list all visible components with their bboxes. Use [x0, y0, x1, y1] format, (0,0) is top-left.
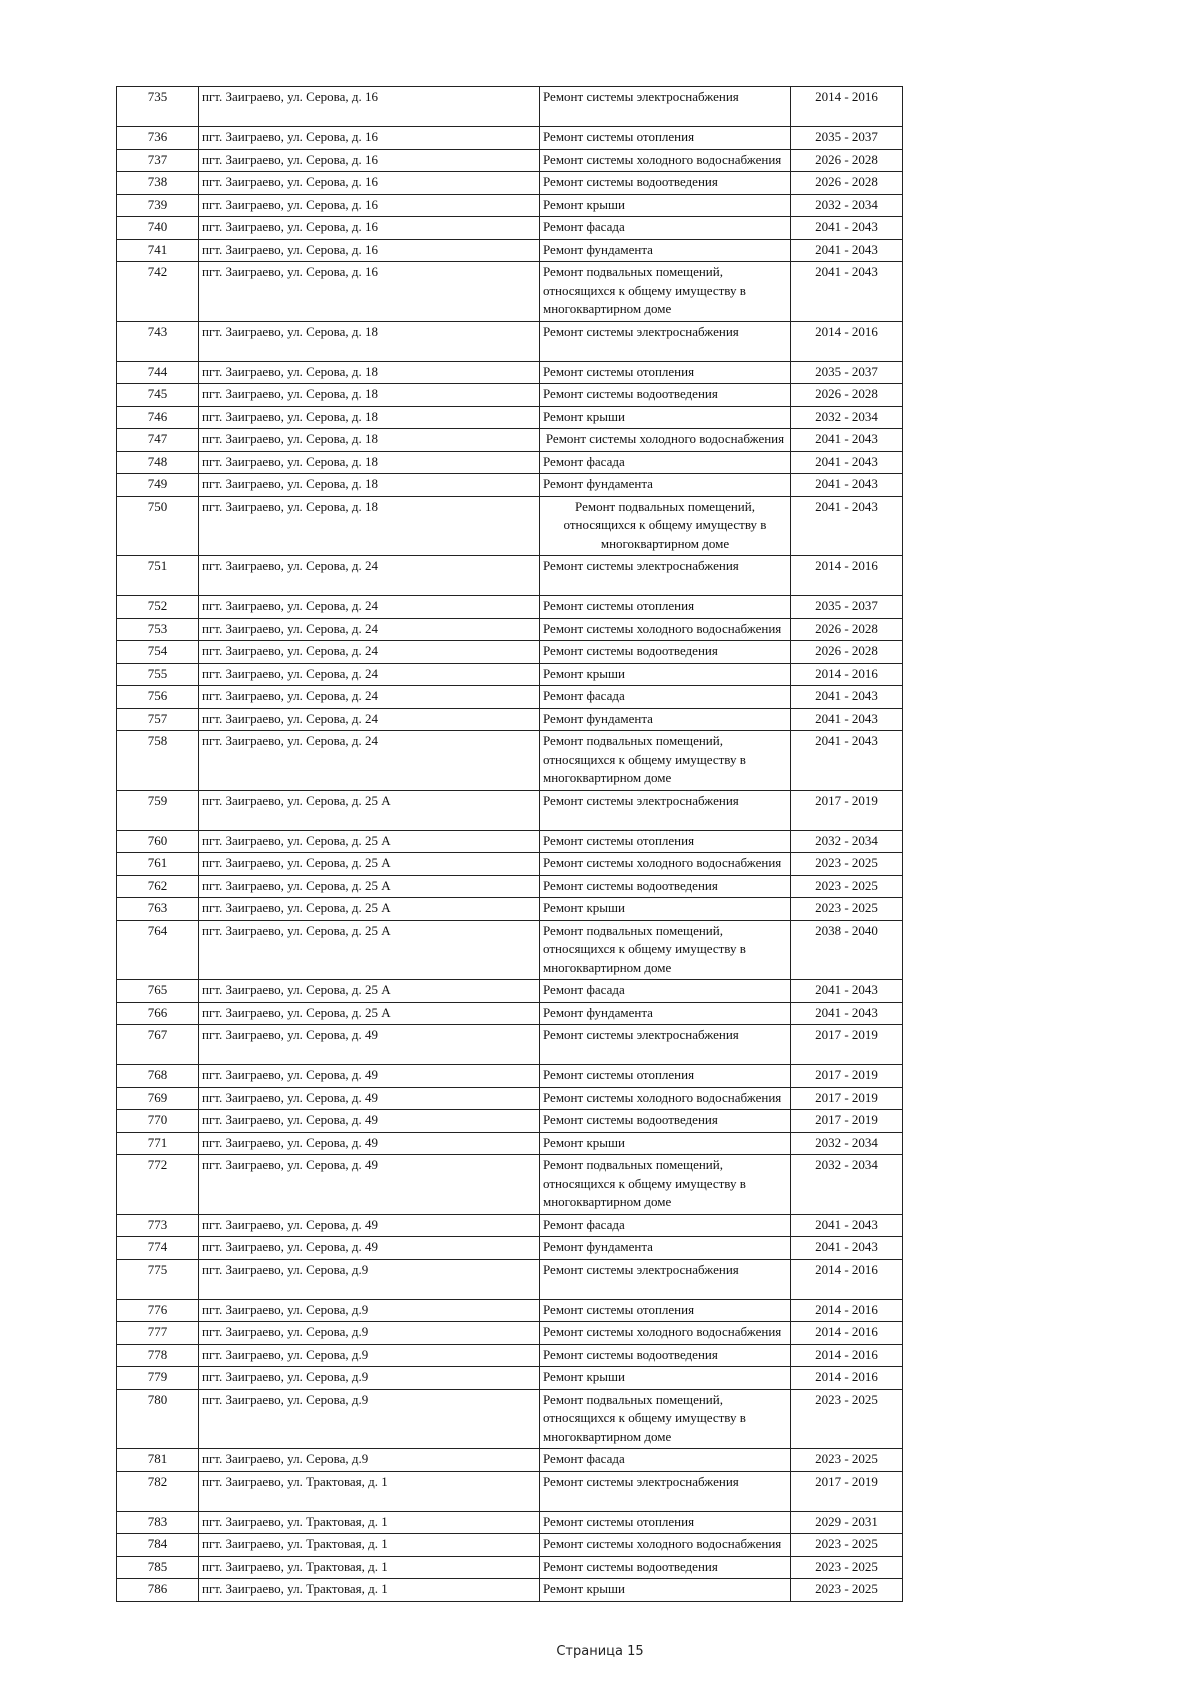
table-row	[117, 920, 903, 980]
work-type-cell: Ремонт системы водоотведения	[540, 1556, 791, 1579]
row-number-cell: 774	[117, 1237, 199, 1260]
table-row	[117, 708, 903, 731]
table-row	[117, 641, 903, 664]
table-row	[117, 262, 903, 322]
address-cell: пгт. Заиграево, ул. Серова, д. 49	[199, 1214, 540, 1237]
work-type-cell: Ремонт подвальных помещений, относящихся к общему имуществу в многоквартирном доме	[540, 1155, 791, 1215]
address-cell: пгт. Заиграево, ул. Серова, д. 18	[199, 406, 540, 429]
period-cell: 2023 - 2025	[791, 898, 903, 921]
table-row	[117, 875, 903, 898]
address-cell: пгт. Заиграево, ул. Серова, д. 16	[199, 262, 540, 322]
address-cell: пгт. Заиграево, ул. Серова, д. 16	[199, 194, 540, 217]
row-number-cell: 778	[117, 1344, 199, 1367]
period-cell: 2026 - 2028	[791, 618, 903, 641]
row-number-cell: 783	[117, 1511, 199, 1534]
work-type-cell: Ремонт фундамента	[540, 1237, 791, 1260]
row-number-cell: 786	[117, 1579, 199, 1602]
table-row	[117, 853, 903, 876]
period-cell: 2026 - 2028	[791, 149, 903, 172]
work-type-cell: Ремонт системы холодного водоснабжения	[540, 853, 791, 876]
row-number-cell: 757	[117, 708, 199, 731]
row-number-cell: 773	[117, 1214, 199, 1237]
period-cell: 2041 - 2043	[791, 708, 903, 731]
work-type-cell: Ремонт системы электроснабжения	[540, 1259, 791, 1299]
work-type-cell: Ремонт системы электроснабжения	[540, 1025, 791, 1065]
table-row	[117, 239, 903, 262]
address-cell: пгт. Заиграево, ул. Серова, д. 49	[199, 1065, 540, 1088]
period-cell: 2041 - 2043	[791, 451, 903, 474]
period-cell: 2017 - 2019	[791, 1471, 903, 1511]
address-cell: пгт. Заиграево, ул. Серова, д. 24	[199, 556, 540, 596]
address-cell: пгт. Заиграево, ул. Серова, д. 25 А	[199, 920, 540, 980]
work-type-cell: Ремонт фасада	[540, 686, 791, 709]
period-cell: 2023 - 2025	[791, 875, 903, 898]
table-row	[117, 149, 903, 172]
row-number-cell: 766	[117, 1002, 199, 1025]
work-type-cell: Ремонт фундамента	[540, 708, 791, 731]
work-type-cell: Ремонт фундамента	[540, 474, 791, 497]
address-cell: пгт. Заиграево, ул. Серова, д. 24	[199, 618, 540, 641]
work-type-cell: Ремонт крыши	[540, 406, 791, 429]
period-cell: 2032 - 2034	[791, 1132, 903, 1155]
row-number-cell: 755	[117, 663, 199, 686]
period-cell: 2023 - 2025	[791, 1556, 903, 1579]
period-cell: 2023 - 2025	[791, 1449, 903, 1472]
period-cell: 2014 - 2016	[791, 1322, 903, 1345]
work-type-cell: Ремонт системы электроснабжения	[540, 556, 791, 596]
address-cell: пгт. Заиграево, ул. Серова, д.9	[199, 1367, 540, 1390]
table-row	[117, 194, 903, 217]
work-type-cell: Ремонт крыши	[540, 663, 791, 686]
row-number-cell: 743	[117, 321, 199, 361]
address-cell: пгт. Заиграево, ул. Серова, д.9	[199, 1259, 540, 1299]
period-cell: 2029 - 2031	[791, 1511, 903, 1534]
repair-schedule-table	[116, 86, 903, 1602]
address-cell: пгт. Заиграево, ул. Серова, д. 16	[199, 172, 540, 195]
row-number-cell: 756	[117, 686, 199, 709]
row-number-cell: 751	[117, 556, 199, 596]
row-number-cell: 779	[117, 1367, 199, 1390]
table-row	[117, 217, 903, 240]
period-cell: 2023 - 2025	[791, 1579, 903, 1602]
work-type-cell: Ремонт системы холодного водоснабжения	[540, 429, 791, 452]
address-cell: пгт. Заиграево, ул. Серова, д. 16	[199, 239, 540, 262]
table-row	[117, 1449, 903, 1472]
row-number-cell: 784	[117, 1534, 199, 1557]
table-row	[117, 496, 903, 556]
row-number-cell: 748	[117, 451, 199, 474]
work-type-cell: Ремонт системы холодного водоснабжения	[540, 1534, 791, 1557]
work-type-cell: Ремонт системы водоотведения	[540, 1110, 791, 1133]
table-row	[117, 1389, 903, 1449]
work-type-cell: Ремонт крыши	[540, 1579, 791, 1602]
row-number-cell: 781	[117, 1449, 199, 1472]
table-row	[117, 1237, 903, 1260]
row-number-cell: 738	[117, 172, 199, 195]
address-cell: пгт. Заиграево, ул. Серова, д. 16	[199, 127, 540, 150]
address-cell: пгт. Заиграево, ул. Серова, д. 24	[199, 641, 540, 664]
address-cell: пгт. Заиграево, ул. Серова, д. 16	[199, 149, 540, 172]
row-number-cell: 746	[117, 406, 199, 429]
period-cell: 2023 - 2025	[791, 853, 903, 876]
row-number-cell: 735	[117, 87, 199, 127]
row-number-cell: 768	[117, 1065, 199, 1088]
row-number-cell: 747	[117, 429, 199, 452]
period-cell: 2035 - 2037	[791, 127, 903, 150]
work-type-cell: Ремонт крыши	[540, 1132, 791, 1155]
period-cell: 2032 - 2034	[791, 406, 903, 429]
address-cell: пгт. Заиграево, ул. Серова, д. 18	[199, 321, 540, 361]
work-type-cell: Ремонт системы отопления	[540, 596, 791, 619]
table-row	[117, 663, 903, 686]
table-row	[117, 1155, 903, 1215]
address-cell: пгт. Заиграево, ул. Серова, д. 49	[199, 1237, 540, 1260]
work-type-cell: Ремонт системы электроснабжения	[540, 87, 791, 127]
address-cell: пгт. Заиграево, ул. Серова, д. 18	[199, 496, 540, 556]
work-type-cell: Ремонт подвальных помещений, относящихся к общему имуществу в многоквартирном доме	[540, 1389, 791, 1449]
table-row	[117, 1065, 903, 1088]
work-type-cell: Ремонт фасада	[540, 217, 791, 240]
row-number-cell: 777	[117, 1322, 199, 1345]
table-row	[117, 451, 903, 474]
work-type-cell: Ремонт системы холодного водоснабжения	[540, 1322, 791, 1345]
address-cell: пгт. Заиграево, ул. Серова, д. 24	[199, 686, 540, 709]
row-number-cell: 770	[117, 1110, 199, 1133]
period-cell: 2014 - 2016	[791, 321, 903, 361]
period-cell: 2017 - 2019	[791, 1065, 903, 1088]
address-cell: пгт. Заиграево, ул. Трактовая, д. 1	[199, 1511, 540, 1534]
period-cell: 2014 - 2016	[791, 1367, 903, 1390]
table-row	[117, 127, 903, 150]
address-cell: пгт. Заиграево, ул. Серова, д. 25 А	[199, 898, 540, 921]
table-row	[117, 1511, 903, 1534]
row-number-cell: 772	[117, 1155, 199, 1215]
work-type-cell: Ремонт системы отопления	[540, 1511, 791, 1534]
table-row	[117, 980, 903, 1003]
work-type-cell: Ремонт подвальных помещений, относящихся к общему имуществу в многоквартирном доме	[540, 262, 791, 322]
table-row	[117, 830, 903, 853]
period-cell: 2041 - 2043	[791, 1214, 903, 1237]
address-cell: пгт. Заиграево, ул. Серова, д.9	[199, 1449, 540, 1472]
row-number-cell: 776	[117, 1299, 199, 1322]
row-number-cell: 769	[117, 1087, 199, 1110]
address-cell: пгт. Заиграево, ул. Серова, д. 18	[199, 384, 540, 407]
row-number-cell: 745	[117, 384, 199, 407]
work-type-cell: Ремонт системы холодного водоснабжения	[540, 1087, 791, 1110]
row-number-cell: 785	[117, 1556, 199, 1579]
row-number-cell: 752	[117, 596, 199, 619]
work-type-cell: Ремонт системы водоотведения	[540, 384, 791, 407]
period-cell: 2026 - 2028	[791, 172, 903, 195]
period-cell: 2023 - 2025	[791, 1389, 903, 1449]
work-type-cell: Ремонт системы отопления	[540, 361, 791, 384]
period-cell: 2017 - 2019	[791, 1087, 903, 1110]
period-cell: 2032 - 2034	[791, 1155, 903, 1215]
work-type-cell: Ремонт системы отопления	[540, 830, 791, 853]
table-row	[117, 1534, 903, 1557]
address-cell: пгт. Заиграево, ул. Серова, д. 49	[199, 1110, 540, 1133]
work-type-cell: Ремонт системы отопления	[540, 127, 791, 150]
period-cell: 2041 - 2043	[791, 217, 903, 240]
period-cell: 2035 - 2037	[791, 361, 903, 384]
period-cell: 2014 - 2016	[791, 1299, 903, 1322]
work-type-cell: Ремонт фундамента	[540, 1002, 791, 1025]
work-type-cell: Ремонт подвальных помещений, относящихся к общему имуществу в многоквартирном доме	[540, 920, 791, 980]
table-body	[117, 87, 903, 1602]
table-row	[117, 686, 903, 709]
page-number: Страница 15	[556, 1644, 644, 1659]
table-row	[117, 474, 903, 497]
table-row	[117, 1110, 903, 1133]
period-cell: 2017 - 2019	[791, 1110, 903, 1133]
work-type-cell: Ремонт системы водоотведения	[540, 875, 791, 898]
address-cell: пгт. Заиграево, ул. Серова, д.9	[199, 1389, 540, 1449]
address-cell: пгт. Заиграево, ул. Серова, д. 24	[199, 708, 540, 731]
row-number-cell: 765	[117, 980, 199, 1003]
table-row	[117, 1344, 903, 1367]
address-cell: пгт. Заиграево, ул. Серова, д. 49	[199, 1132, 540, 1155]
row-number-cell: 759	[117, 790, 199, 830]
table-row	[117, 1259, 903, 1299]
period-cell: 2041 - 2043	[791, 496, 903, 556]
work-type-cell: Ремонт крыши	[540, 1367, 791, 1390]
address-cell: пгт. Заиграево, ул. Серова, д. 25 А	[199, 830, 540, 853]
row-number-cell: 762	[117, 875, 199, 898]
table-row	[117, 1299, 903, 1322]
address-cell: пгт. Заиграево, ул. Серова, д.9	[199, 1299, 540, 1322]
table-row	[117, 731, 903, 791]
work-type-cell: Ремонт системы водоотведения	[540, 1344, 791, 1367]
table-row	[117, 898, 903, 921]
row-number-cell: 767	[117, 1025, 199, 1065]
address-cell: пгт. Заиграево, ул. Серова, д. 25 А	[199, 980, 540, 1003]
address-cell: пгт. Заиграево, ул. Серова, д. 24	[199, 663, 540, 686]
table-row	[117, 1471, 903, 1511]
period-cell: 2017 - 2019	[791, 1025, 903, 1065]
row-number-cell: 754	[117, 641, 199, 664]
row-number-cell: 760	[117, 830, 199, 853]
row-number-cell: 780	[117, 1389, 199, 1449]
work-type-cell: Ремонт фасада	[540, 980, 791, 1003]
address-cell: пгт. Заиграево, ул. Серова, д. 18	[199, 474, 540, 497]
work-type-cell: Ремонт системы водоотведения	[540, 641, 791, 664]
work-type-cell: Ремонт крыши	[540, 898, 791, 921]
row-number-cell: 749	[117, 474, 199, 497]
row-number-cell: 744	[117, 361, 199, 384]
address-cell: пгт. Заиграево, ул. Серова, д. 16	[199, 87, 540, 127]
row-number-cell: 761	[117, 853, 199, 876]
work-type-cell: Ремонт крыши	[540, 194, 791, 217]
table-row	[117, 1367, 903, 1390]
row-number-cell: 739	[117, 194, 199, 217]
period-cell: 2023 - 2025	[791, 1534, 903, 1557]
work-type-cell: Ремонт системы холодного водоснабжения	[540, 149, 791, 172]
work-type-cell: Ремонт фасада	[540, 1214, 791, 1237]
table-row	[117, 1087, 903, 1110]
address-cell: пгт. Заиграево, ул. Серова, д. 25 А	[199, 853, 540, 876]
table-row	[117, 1322, 903, 1345]
period-cell: 2041 - 2043	[791, 1237, 903, 1260]
row-number-cell: 737	[117, 149, 199, 172]
row-number-cell: 782	[117, 1471, 199, 1511]
period-cell: 2038 - 2040	[791, 920, 903, 980]
table-row	[117, 384, 903, 407]
period-cell: 2041 - 2043	[791, 474, 903, 497]
address-cell: пгт. Заиграево, ул. Трактовая, д. 1	[199, 1556, 540, 1579]
row-number-cell: 742	[117, 262, 199, 322]
work-type-cell: Ремонт подвальных помещений, относящихся к общему имуществу в многоквартирном доме	[540, 731, 791, 791]
period-cell: 2032 - 2034	[791, 194, 903, 217]
address-cell: пгт. Заиграево, ул. Трактовая, д. 1	[199, 1534, 540, 1557]
table-row	[117, 1132, 903, 1155]
address-cell: пгт. Заиграево, ул. Серова, д. 24	[199, 596, 540, 619]
period-cell: 2014 - 2016	[791, 87, 903, 127]
row-number-cell: 764	[117, 920, 199, 980]
address-cell: пгт. Заиграево, ул. Серова, д. 25 А	[199, 1002, 540, 1025]
table-row	[117, 596, 903, 619]
row-number-cell: 750	[117, 496, 199, 556]
table-row	[117, 1556, 903, 1579]
address-cell: пгт. Заиграево, ул. Серова, д. 16	[199, 217, 540, 240]
row-number-cell: 763	[117, 898, 199, 921]
period-cell: 2014 - 2016	[791, 1344, 903, 1367]
row-number-cell: 758	[117, 731, 199, 791]
period-cell: 2017 - 2019	[791, 790, 903, 830]
address-cell: пгт. Заиграево, ул. Серова, д. 24	[199, 731, 540, 791]
address-cell: пгт. Заиграево, ул. Серова, д. 18	[199, 451, 540, 474]
row-number-cell: 741	[117, 239, 199, 262]
row-number-cell: 736	[117, 127, 199, 150]
period-cell: 2026 - 2028	[791, 641, 903, 664]
row-number-cell: 771	[117, 1132, 199, 1155]
period-cell: 2041 - 2043	[791, 429, 903, 452]
table-row	[117, 406, 903, 429]
row-number-cell: 753	[117, 618, 199, 641]
period-cell: 2014 - 2016	[791, 1259, 903, 1299]
period-cell: 2041 - 2043	[791, 731, 903, 791]
work-type-cell: Ремонт фундамента	[540, 239, 791, 262]
period-cell: 2041 - 2043	[791, 262, 903, 322]
period-cell: 2035 - 2037	[791, 596, 903, 619]
address-cell: пгт. Заиграево, ул. Серова, д.9	[199, 1322, 540, 1345]
address-cell: пгт. Заиграево, ул. Серова, д. 18	[199, 361, 540, 384]
period-cell: 2014 - 2016	[791, 556, 903, 596]
table-row	[117, 1579, 903, 1602]
table-row	[117, 556, 903, 596]
work-type-cell: Ремонт подвальных помещений, относящихся к общему имуществу в многоквартирном доме	[540, 496, 791, 556]
address-cell: пгт. Заиграево, ул. Серова, д. 49	[199, 1155, 540, 1215]
address-cell: пгт. Заиграево, ул. Серова, д. 49	[199, 1025, 540, 1065]
table-row	[117, 790, 903, 830]
work-type-cell: Ремонт фасада	[540, 1449, 791, 1472]
table-row	[117, 429, 903, 452]
work-type-cell: Ремонт системы холодного водоснабжения	[540, 618, 791, 641]
table-row	[117, 1002, 903, 1025]
period-cell: 2041 - 2043	[791, 239, 903, 262]
work-type-cell: Ремонт системы электроснабжения	[540, 1471, 791, 1511]
work-type-cell: Ремонт системы отопления	[540, 1299, 791, 1322]
work-type-cell: Ремонт системы водоотведения	[540, 172, 791, 195]
address-cell: пгт. Заиграево, ул. Серова, д. 25 А	[199, 790, 540, 830]
period-cell: 2032 - 2034	[791, 830, 903, 853]
table-row	[117, 1025, 903, 1065]
period-cell: 2041 - 2043	[791, 686, 903, 709]
table-row	[117, 172, 903, 195]
address-cell: пгт. Заиграево, ул. Серова, д. 25 А	[199, 875, 540, 898]
period-cell: 2014 - 2016	[791, 663, 903, 686]
period-cell: 2026 - 2028	[791, 384, 903, 407]
address-cell: пгт. Заиграево, ул. Серова, д. 18	[199, 429, 540, 452]
work-type-cell: Ремонт системы электроснабжения	[540, 790, 791, 830]
table-row	[117, 361, 903, 384]
row-number-cell: 740	[117, 217, 199, 240]
work-type-cell: Ремонт фасада	[540, 451, 791, 474]
table-row	[117, 618, 903, 641]
work-type-cell: Ремонт системы электроснабжения	[540, 321, 791, 361]
address-cell: пгт. Заиграево, ул. Трактовая, д. 1	[199, 1471, 540, 1511]
period-cell: 2041 - 2043	[791, 1002, 903, 1025]
address-cell: пгт. Заиграево, ул. Серова, д. 49	[199, 1087, 540, 1110]
row-number-cell: 775	[117, 1259, 199, 1299]
period-cell: 2041 - 2043	[791, 980, 903, 1003]
address-cell: пгт. Заиграево, ул. Серова, д.9	[199, 1344, 540, 1367]
table-row	[117, 321, 903, 361]
table-row	[117, 87, 903, 127]
address-cell: пгт. Заиграево, ул. Трактовая, д. 1	[199, 1579, 540, 1602]
work-type-cell: Ремонт системы отопления	[540, 1065, 791, 1088]
table-row	[117, 1214, 903, 1237]
